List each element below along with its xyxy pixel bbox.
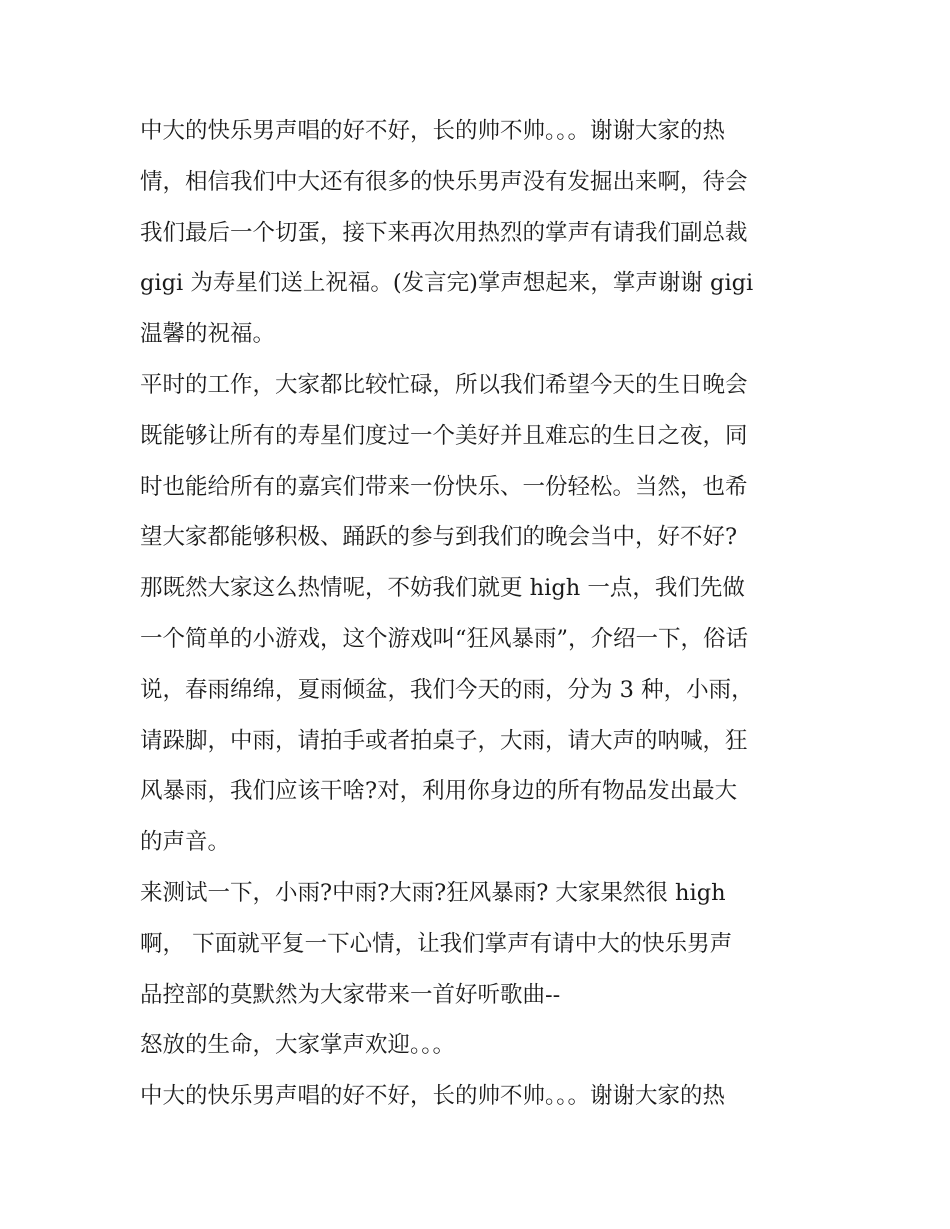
text-line: 望大家都能够积极、踊跃的参与到我们的晚会当中，好不好? — [140, 524, 738, 551]
text-line: 说，春雨绵绵，夏雨倾盆，我们今天的雨，分为 3 种，小雨， — [140, 676, 754, 703]
text-line: 时也能给所有的嘉宾们带来一份快乐、一份轻松。当然，也希 — [140, 473, 748, 500]
text-line: 来测试一下，小雨?中雨?大雨?狂风暴雨? 大家果然很 high — [140, 879, 726, 906]
document-body — [140, 106, 830, 1122]
text-line: 温馨的祝福。 — [140, 321, 276, 348]
text-line: 那既然大家这么热情呢，不妨我们就更 high 一点，我们先做 — [140, 575, 745, 602]
text-line: 的声音。 — [140, 829, 231, 856]
text-line: 品控部的莫默然为大家带来一首好听歌曲-- — [140, 981, 561, 1008]
text-line: gigi 为寿星们送上祝福。(发言完)掌声想起来，掌声谢谢 gigi — [140, 270, 754, 297]
text-line: 情，相信我们中大还有很多的快乐男声没有发掘出来啊，待会 — [140, 168, 748, 195]
text-line: 中大的快乐男声唱的好不好，长的帅不帅。。。谢谢大家的热 — [140, 1083, 726, 1110]
text-line: 平时的工作，大家都比较忙碌，所以我们希望今天的生日晚会 — [140, 371, 748, 398]
text-line: 我们最后一个切蛋，接下来再次用热烈的掌声有请我们副总裁 — [140, 219, 748, 246]
text-line: 啊， 下面就平复一下心情，让我们掌声有请中大的快乐男声 — [140, 930, 733, 957]
text-line: 一个简单的小游戏，这个游戏叫“狂风暴雨”，介绍一下，俗话 — [140, 625, 749, 652]
text-line: 请跺脚，中雨，请拍手或者拍桌子，大雨，请大声的呐喊，狂 — [140, 727, 748, 754]
text-line: 中大的快乐男声唱的好不好，长的帅不帅。。。谢谢大家的热 — [140, 118, 726, 144]
text-line: 怒放的生命，大家掌声欢迎。。。 — [140, 1032, 456, 1059]
text-line: 风暴雨，我们应该干啥?对，利用你身边的所有物品发出最大 — [140, 778, 738, 805]
text-line: 既能够让所有的寿星们度过一个美好并且难忘的生日之夜，同 — [140, 422, 748, 449]
